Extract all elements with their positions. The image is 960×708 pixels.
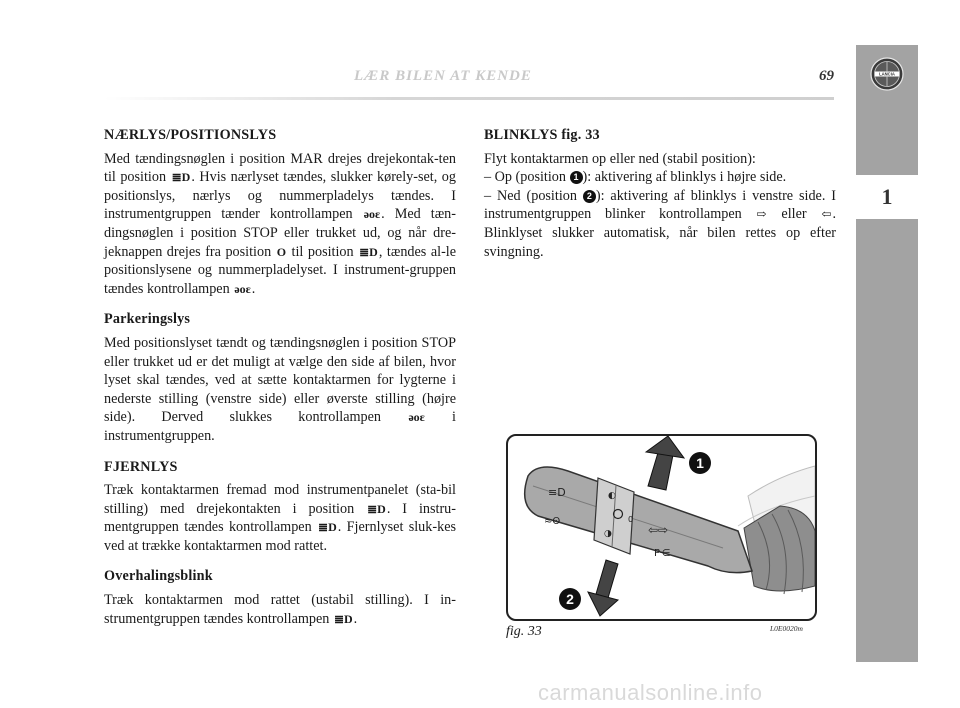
figure-caption: fig. 33 [506,624,542,639]
logo-text: LANCIA [879,71,895,77]
svg-text:≡D: ≡D [548,486,566,499]
headlight-symbol-icon: ≣D [367,501,386,516]
page-title: LÆR BILEN AT KENDE [354,68,532,84]
text-segment: – Op (position [484,169,566,186]
text-segment: . I instru-mentgruppen tændes kontrollampen [104,500,456,536]
stalk-illustration [508,436,815,619]
section-heading-naerlys: NÆRLYS/POSITIONSLYS [104,127,277,143]
section-heading-parkeringslys: Parkeringslys [104,311,191,328]
svg-text:◑: ◑ [604,529,612,539]
section-heading-fjernlys: FJERNLYS [104,458,178,475]
headlight-symbol-icon: ≣D [318,520,337,535]
text-segment: ): aktivering af blinklys i højre side. [582,169,787,186]
watermark: carmanualsonline.info [538,680,763,705]
text-segment: . Fjernlyset sluk-kes ved at trække kontaktarmen mod rattet. [104,519,457,554]
text-segment: . Blinklyset slukker automatisk, når bilen rettes op efter svingning. [484,206,837,260]
position-light-symbol-icon: ǝoɛ [408,410,425,425]
headlight-symbol-icon: ≣D [359,244,378,259]
position-light-symbol-icon: ǝoɛ [363,207,381,222]
svg-text:⇦⇨: ⇦⇨ [648,523,669,537]
chapter-tab [856,45,918,662]
text-segment: til position [291,243,354,260]
headlight-symbol-icon: ≣D [171,170,191,185]
text-segment: eller [781,206,807,223]
text-line [484,168,836,187]
figure-label-1: 1 [696,455,704,471]
text-segment: . [353,610,358,627]
section-heading-overhalingsblink: Overhalingsblink [104,568,213,585]
off-symbol-icon: O [276,244,287,259]
text-segment: – Ned (position [484,187,577,204]
text-segment: . Med tæn-dingsnøglen i position STOP eller trukket ud, og når dre-jeknappen drejes fra position [104,206,456,260]
paragraph-fjernlys [104,481,456,555]
lancia-logo-icon [870,57,904,91]
text-segment: . [251,280,256,297]
text-segment: . Hvis nærlyset tændes, slukker kørely-set, og positionslys, nærlys og nummerpladelys tændes. I instrumentgruppen tænder kontrollampen [104,169,456,223]
text-segment: , tændes al-le positionslysene og nummerpladelyset. I instrument-gruppen tændes kontrollampen [104,243,457,297]
figure-33 [506,434,817,621]
arrow-right-symbol-icon: ⇨ [756,207,767,222]
text-segment: Med positionslyset tændt og tændingsnøglen i position STOP eller trukket ud er det muligt at vælge den side af bilen, hvor lyset skal tændes, ved at sætte kontaktarmen for lygterne i nederste stilling (venstre side) eller øverste stilling (højre side). Derved slukkes kontrollampen [104,334,456,426]
chapter-number: 1 [856,175,918,219]
svg-text:◐: ◐ [608,491,616,501]
paragraph-overhalingsblink [104,591,456,628]
page-number: 69 [819,68,834,84]
left-column [104,126,456,640]
figure-label-2: 2 [566,591,574,607]
svg-text:0: 0 [628,515,634,524]
text-segment: Med tændingsnøglen i position MAR drejes drejekontak-ten til position [104,150,456,186]
text-line: Flyt kontaktarmen op eller ned (stabil position): [484,150,756,167]
svg-text:≈ʘ: ≈ʘ [544,516,561,527]
paragraph-naerlys [104,150,456,299]
page-header [104,68,834,90]
position-2-badge: 2 [583,190,596,203]
text-line [484,187,836,261]
text-segment: Træk kontaktarmen fremad mod instrumentpanelet (sta-bil stilling) med drejekontakten i position [104,482,456,517]
paragraph-blinklys [484,150,836,262]
text-segment: i instrumentgruppen. [104,409,456,444]
text-segment: ): aktivering af blinklys i venstre side. I instrumentgruppen blinker kontrollampen [484,187,836,223]
right-column [484,126,836,261]
position-light-symbol-icon: ǝoɛ [234,281,251,296]
arrow-left-symbol-icon: ⇦ [821,207,832,222]
header-rule [104,97,834,100]
text-segment: Træk kontaktarmen mod rattet (ustabil stilling). I in-strumentgruppen tændes kontrollampen [104,592,456,627]
svg-text:P⋲: P⋲ [654,548,671,559]
section-heading-blinklys: BLINKLYS fig. 33 [484,127,600,143]
position-1-badge: 1 [570,171,583,184]
figure-code: L0E0020m [770,624,803,633]
headlight-symbol-icon: ≣D [333,611,353,626]
paragraph-parkeringslys [104,334,456,446]
